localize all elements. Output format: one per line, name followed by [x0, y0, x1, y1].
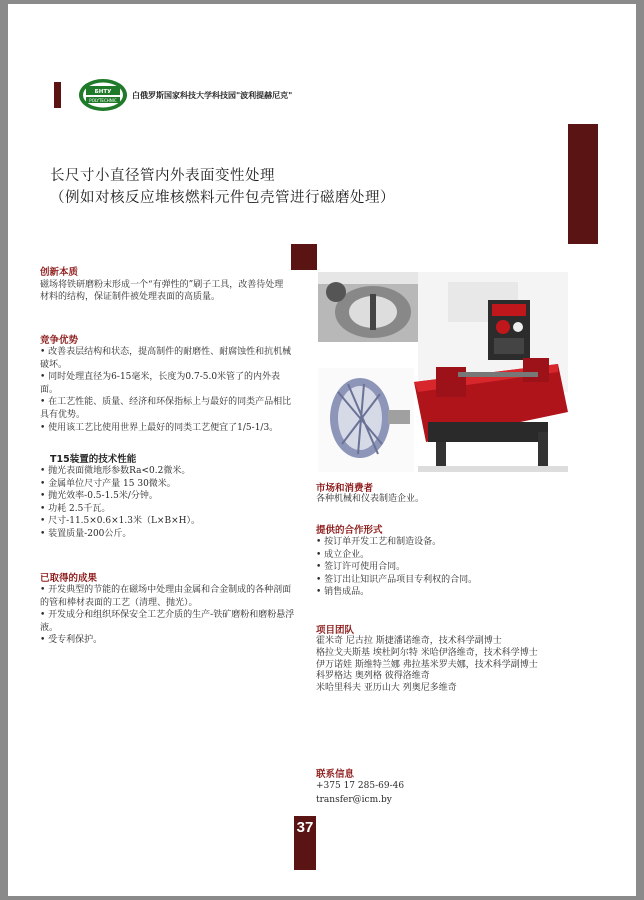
- org-name: 白俄罗斯国家科技大学科技园"波利提赫尼克": [132, 91, 293, 100]
- logo-text-bottom: POLYTECHNIC: [89, 98, 117, 103]
- list-item: • 使用该工艺比使用世界上最好的同类工艺便宜了1/5-1/3。: [40, 422, 296, 435]
- list-item: • 按订单开发工艺和制造设备。: [316, 536, 576, 549]
- image-accent-square: [291, 244, 317, 270]
- title-line-1: 长尺寸小直径管内外表面变性处理: [50, 168, 275, 184]
- contact-email[interactable]: transfer@icm.by: [316, 795, 392, 805]
- list-item: • 抛光效率-0.5-1.5米/分钟。: [40, 490, 296, 503]
- list-item: • 功耗 2.5千瓦。: [40, 503, 296, 516]
- cooperation-list: [316, 536, 576, 599]
- market-heading: 市场和消费者: [316, 483, 374, 494]
- team-text: 霍米奇 尼古拉 斯捷潘诺维奇，技术科学副博士 格拉戈夫斯基 埃杜阿尔特 米哈伊洛维奇，技术科学博士 伊万诺娃 斯维特兰娜 弗拉基米罗夫娜，技术科学副博士 科罗格达 奥列格 彼得洛维奇 米哈里科夫 亚历山大 列奥尼多维奇: [316, 636, 538, 694]
- contact-phone: +375 17 285-69-46: [316, 781, 405, 791]
- logo-text-top: БНТУ: [94, 89, 112, 95]
- header-accent-bar: [54, 82, 61, 108]
- right-accent-bar: [568, 124, 598, 244]
- list-item: • 受专利保护。: [40, 634, 296, 647]
- page-number-bar: [294, 840, 316, 870]
- machine-photo: [318, 272, 568, 472]
- innovation-text: 磁场将铁研磨粉末形成一个“有弹性的”刷子工具，改善待处理材料的结构，保证制件被处理表面的高质量。: [40, 280, 284, 302]
- brochure-page: [8, 4, 636, 896]
- team-heading: 项目团队: [316, 625, 355, 636]
- list-item: • 签订出让知识产品项目专利权的合同。: [316, 574, 576, 587]
- list-item: • 成立企业。: [316, 549, 576, 562]
- cooperation-heading: 提供的合作形式: [316, 525, 383, 536]
- list-item: • 装置质量-200公斤。: [40, 528, 296, 541]
- list-item: • 销售成品。: [316, 586, 576, 599]
- page-number: 37: [294, 816, 316, 840]
- market-text: 各种机械和仪表制造企业。: [316, 494, 425, 504]
- list-item: • 抛光表面微地形参数Ra<0.2微米。: [40, 465, 296, 478]
- list-item: • 金属单位尺寸产量 15 30微米。: [40, 478, 296, 491]
- university-logo: [78, 78, 128, 112]
- list-item: • 同时处理直径为6-15毫米，长度为0.7-5.0米管了的内外表面。: [40, 371, 296, 396]
- list-item: • 尺寸-11.5×0.6×1.3米（L×B×H）。: [40, 515, 296, 528]
- advantages-list: [40, 346, 296, 434]
- list-item: • 开发典型的节能的在磁场中处理由金属和合金制成的各种剖面的管和棒材表面的工艺（清理、抛光）。: [40, 584, 296, 609]
- contact-heading: 联系信息: [316, 769, 355, 780]
- list-item: • 在工艺性能、质量、经济和环保指标上与最好的同类产品相比具有优势。: [40, 396, 296, 421]
- results-heading: 已取得的成果: [40, 573, 98, 584]
- specs-heading: T15装置的技术性能: [50, 454, 137, 465]
- advantages-heading: 竞争优势: [40, 335, 79, 346]
- specs-list: [40, 465, 296, 541]
- title-line-2: （例如对核反应堆核燃料元件包壳管进行磁磨处理）: [50, 190, 395, 206]
- results-list: [40, 584, 296, 647]
- list-item: • 改善表层结构和状态，提高制件的耐磨性、耐腐蚀性和抗机械破坏。: [40, 346, 296, 371]
- innovation-heading: 创新本质: [40, 267, 79, 278]
- list-item: • 签订许可使用合同。: [316, 561, 576, 574]
- list-item: • 开发成分和组织环保安全工艺介质的生产-铁矿磨粉和磨粉悬浮液。: [40, 609, 296, 634]
